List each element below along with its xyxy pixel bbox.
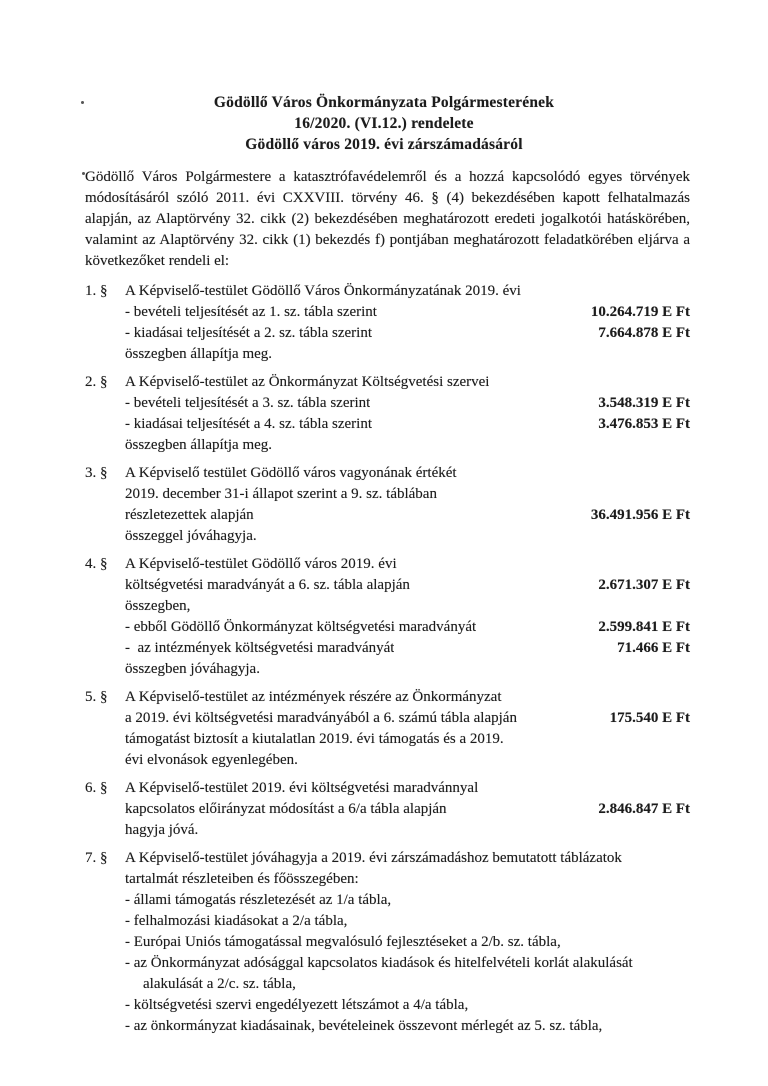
scan-artifact-speck (82, 172, 85, 175)
section-body (125, 463, 690, 547)
section-number: 3. § (85, 465, 108, 481)
section-row (125, 463, 690, 484)
section-row (125, 799, 690, 820)
row-text: - kiadásai teljesítését a 4. sz. tábla szerint (125, 416, 372, 432)
section-2 (85, 372, 690, 456)
row-text: A Képviselő-testület Gödöllő Város Önkormányzatának 2019. évi (125, 283, 521, 299)
section-row (125, 848, 690, 869)
row-amount (682, 659, 690, 680)
section-row (125, 750, 690, 771)
section-row (125, 1016, 690, 1037)
document-title-block (0, 0, 768, 155)
row-text: - ebből Gödöllő Önkormányzat költségvetési maradványát (125, 619, 477, 635)
section-body (125, 848, 690, 1037)
row-amount (682, 435, 690, 456)
row-text: - az Önkormányzat adósággal kapcsolatos kiadások és hitelfelvételi korlát alakulását (125, 955, 633, 971)
row-text: - bevételi teljesítését a 3. sz. tábla szerint (125, 395, 371, 411)
section-3 (85, 463, 690, 547)
row-amount (682, 484, 690, 505)
row-text: - költségvetési szervi engedélyezett létszámot a 4/a tábla, (125, 997, 469, 1013)
row-text: támogatást biztosít a kiutalatlan 2019. évi támogatás és a 2019. (125, 731, 504, 747)
row-amount (682, 596, 690, 617)
row-amount (682, 820, 690, 841)
row-amount (682, 778, 690, 799)
row-text: A Képviselő-testület az intézmények részére az Önkormányzat (125, 689, 502, 705)
section-6 (85, 778, 690, 841)
section-5 (85, 687, 690, 771)
section-number: 2. § (85, 374, 108, 390)
row-amount: 2.846.847 E Ft (598, 801, 690, 817)
section-7 (85, 848, 690, 1037)
row-amount (682, 869, 690, 890)
section-1 (85, 281, 690, 365)
row-text: a 2019. évi költségvetési maradványából a 6. számú tábla alapján (125, 710, 517, 726)
row-amount: 2.671.307 E Ft (598, 577, 690, 593)
row-amount (682, 372, 690, 393)
title-line-subject: Gödöllő város 2019. évi zárszámadásáról (245, 136, 523, 153)
section-row (125, 372, 690, 393)
row-text: - felhalmozási kiadásokat a 2/a tábla, (125, 913, 348, 929)
row-text: kapcsolatos előirányzat módosítást a 6/a tábla alapján (125, 801, 447, 817)
section-number: 1. § (85, 283, 108, 299)
row-text: 2019. december 31-i állapot szerint a 9. sz. táblában (125, 486, 437, 502)
row-text: A Képviselő testület Gödöllő város vagyonának értékét (125, 465, 457, 481)
section-body (125, 372, 690, 456)
section-row (125, 708, 690, 729)
title-line-decree-number: 16/2020. (VI.12.) rendelete (294, 115, 474, 132)
section-4 (85, 554, 690, 680)
row-text: összegben állapítja meg. (125, 346, 273, 362)
row-amount: 10.264.719 E Ft (590, 304, 690, 320)
row-amount: 3.476.853 E Ft (598, 416, 690, 432)
section-row (125, 323, 690, 344)
row-text: összeggel jóváhagyja. (125, 528, 257, 544)
section-body (125, 687, 690, 771)
section-row (125, 575, 690, 596)
row-amount (682, 750, 690, 771)
row-amount (682, 974, 690, 995)
section-row (125, 435, 690, 456)
row-text: A Képviselő-testület 2019. évi költségvetési maradvánnyal (125, 780, 479, 796)
row-text: költségvetési maradványát a 6. sz. tábla alapján (125, 577, 410, 593)
row-amount (682, 953, 690, 974)
section-number: 4. § (85, 556, 108, 572)
row-amount: 36.491.956 E Ft (590, 507, 690, 523)
section-body (125, 778, 690, 841)
row-text: összegben, (125, 598, 191, 614)
section-row (125, 302, 690, 323)
scan-artifact-speck (81, 101, 84, 104)
title-line-authority: Gödöllő Város Önkormányzata Polgármesterének (213, 94, 555, 111)
section-row (125, 505, 690, 526)
row-text: összegben állapítja meg. (125, 437, 273, 453)
section-row (125, 953, 690, 974)
section-row (125, 932, 690, 953)
row-amount (682, 344, 690, 365)
section-row (125, 617, 690, 638)
row-text: - az intézmények költségvetési maradványát (125, 640, 395, 656)
row-text: A Képviselő-testület jóváhagyja a 2019. évi zárszámadáshoz bemutatott táblázatok (125, 850, 622, 866)
section-row (125, 820, 690, 841)
row-text: részletezettek alapján (125, 507, 254, 523)
row-text: alakulását a 2/c. sz. tábla, (143, 976, 296, 992)
section-row (125, 911, 690, 932)
document-content (85, 167, 690, 1037)
row-amount: 71.466 E Ft (617, 640, 690, 656)
section-number: 5. § (85, 689, 108, 705)
section-row (125, 659, 690, 680)
row-amount: 3.548.319 E Ft (598, 395, 690, 411)
section-row (125, 344, 690, 365)
section-row (125, 484, 690, 505)
sections (85, 281, 690, 1037)
row-amount (682, 554, 690, 575)
section-row (125, 526, 690, 547)
row-amount (682, 1016, 690, 1037)
row-amount (682, 687, 690, 708)
row-amount (682, 890, 690, 911)
section-row (125, 687, 690, 708)
row-text: - kiadásai teljesítését a 2. sz. tábla szerint (125, 325, 372, 341)
row-text: - az önkormányzat kiadásainak, bevételeinek összevont mérlegét az 5. sz. tábla, (125, 1018, 603, 1034)
intro-paragraph: Gödöllő Város Polgármestere a katasztrófavédelemről és a hozzá kapcsolódó egyes törvények módosításáról szóló 2011. évi CXXVIII. törvény 46. § (4) bekezdésében kapott felhatalmazás alapján, az Alaptörvény 32. cikk (2) bekezdésében meghatározott eredeti jogalkotói hatáskörében, valamint az Alaptörvény 32. cikk (1) bekezdés f) pontjában meghatározott feladatkörében eljárva a következőket rendeli el: (85, 169, 690, 269)
row-text: összegben jóváhagyja. (125, 661, 260, 677)
section-row (125, 890, 690, 911)
section-row (125, 869, 690, 890)
section-body (125, 281, 690, 365)
row-amount (682, 848, 690, 869)
row-amount (682, 526, 690, 547)
section-row (125, 638, 690, 659)
section-row (125, 778, 690, 799)
section-row (125, 414, 690, 435)
row-amount (682, 463, 690, 484)
section-number: 7. § (85, 850, 108, 866)
row-amount: 2.599.841 E Ft (598, 619, 690, 635)
row-text: - állami támogatás részletezését az 1/a tábla, (125, 892, 392, 908)
row-text: évi elvonások egyenlegében. (125, 752, 298, 768)
row-amount (682, 911, 690, 932)
row-amount (682, 995, 690, 1016)
row-amount (682, 932, 690, 953)
section-row (125, 596, 690, 617)
row-amount (682, 281, 690, 302)
section-row (125, 974, 690, 995)
section-row (125, 554, 690, 575)
section-row (125, 281, 690, 302)
section-row (125, 729, 690, 750)
row-amount: 7.664.878 E Ft (598, 325, 690, 341)
row-text: A Képviselő-testület az Önkormányzat Költségvetési szervei (125, 374, 490, 390)
row-text: - bevételi teljesítését az 1. sz. tábla szerint (125, 304, 377, 320)
row-text: tartalmát részleteiben és főösszegében: (125, 871, 359, 887)
row-text: A Képviselő-testület Gödöllő város 2019. évi (125, 556, 397, 572)
row-amount (682, 729, 690, 750)
section-body (125, 554, 690, 680)
section-number: 6. § (85, 780, 108, 796)
section-row (125, 393, 690, 414)
section-row (125, 995, 690, 1016)
row-text: hagyja jóvá. (125, 822, 199, 838)
row-text: - Európai Uniós támogatással megvalósuló fejlesztéseket a 2/b. sz. tábla, (125, 934, 561, 950)
row-amount: 175.540 E Ft (609, 710, 690, 726)
